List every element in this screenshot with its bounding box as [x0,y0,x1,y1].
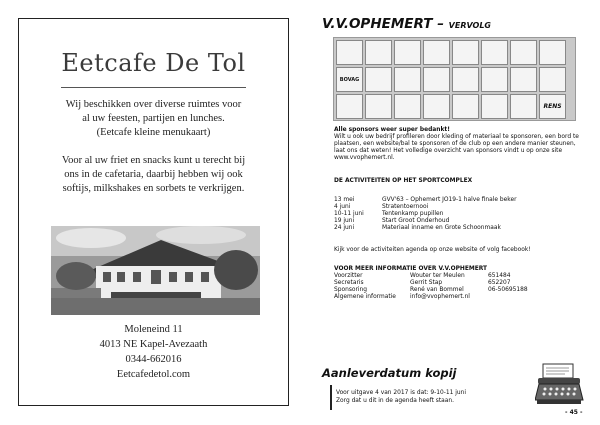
sponsor-logo [452,67,479,92]
advertisement [18,18,289,406]
thanks-heading: Alle sponsors weer super bedankt! [334,127,450,133]
ad-divider [61,87,246,88]
activities-note: Kijk voor de activiteiten agenda op onze website of volg facebook! [334,247,531,253]
sponsor-logo-bovag: BOVAG [336,67,363,92]
sponsor-logo [336,94,363,119]
ad-offer-line: softijs, milkshakes en sorbets te verkrijgen. [62,183,245,194]
ad-website: Eetcafedetol.com [116,369,191,380]
sponsor-logo [452,94,479,119]
ad-phone: 0344-662016 [125,354,182,365]
sponsor-logo [365,40,392,65]
sponsor-logo [394,94,421,119]
activities-heading: DE ACTIVITEITEN OP HET SPORTCOMPLEX [334,178,473,184]
ad-intro-line: Wij beschikken over diverse ruimtes voor [65,99,242,110]
activity-date: 4 juni [334,204,351,210]
kopij-heading: Aanleverdatum kopij [322,366,457,380]
sponsor-logo [365,67,392,92]
activity-event: Materiaal inname en Grote Schoonmaak [382,225,501,231]
contact-name: René van Bommel [410,287,464,293]
sponsor-logo [539,40,566,65]
sponsor-logo [510,67,537,92]
contact-phone: 652207 [488,280,511,286]
kopij-bar [330,385,332,410]
thanks-line: plaatsen, een website/bal te sponsoren of de club op een andere manier steunen, [334,141,576,147]
typewriter-icon [535,362,585,408]
sponsor-logo [452,40,479,65]
sponsor-logo [423,94,450,119]
sponsor-logo [394,40,421,65]
activity-date: 19 juni [334,218,355,224]
title-dash: – [432,16,449,32]
cafe-building-photo [51,226,260,315]
thanks-line: Wilt u ook uw bedrijf profileren door kleding of materiaal te sponsoren, een bord te [334,134,579,140]
activity-event: Start Groot Onderhoud [382,218,450,224]
kopij-line: Voor uitgave 4 van 2017 is dat: 9-10-11 juni [336,390,466,396]
page-title [322,16,491,32]
contact-role: Secretaris [334,280,364,286]
kopij-line: Zorg dat u dit in de agenda heeft staan. [336,398,455,404]
sponsor-logo [510,40,537,65]
ad-address-street: Moleneind 11 [124,324,183,335]
info-heading: VOOR MEER INFORMATIE OVER V.V.OPHEMERT [334,266,488,272]
sponsor-logo [481,40,508,65]
activity-date: 10-11 juni [334,211,364,217]
activity-date: 24 juni [334,225,355,231]
contact-role: Sponsoring [334,287,368,293]
sponsor-logo [481,67,508,92]
page-number: - 45 - [565,409,583,416]
activity-event: Tentenkamp pupillen [382,211,444,217]
contact-name: Wouter ter Meulen [410,273,465,279]
website-link[interactable]: www.vvophemert.nl. [334,155,395,161]
sponsor-board [333,37,576,121]
sponsor-logo [423,67,450,92]
sponsor-logo-rens: RENS [539,94,566,119]
contact-phone: 06-50695188 [488,287,528,293]
ad-title: Eetcafe De Tol [61,49,246,77]
activity-date: 13 mei [334,197,355,203]
activity-event: GVV'63 – Ophemert JO19-1 halve finale beker [382,197,517,203]
sponsor-logo [394,67,421,92]
ad-intro-line: (Eetcafe kleine menukaart) [96,127,211,138]
ad-offer-line: Voor al uw friet en snacks kunt u terecht bij [61,155,246,166]
ad-intro-line: al uw feesten, partijen en lunches. [82,113,225,124]
contact-name: Gerrit Stap [410,280,443,286]
contact-email[interactable]: info@vvophemert.nl [410,294,470,300]
contact-role: Voorzitter [334,273,363,279]
sponsor-logo [539,67,566,92]
sponsor-logo [510,94,537,119]
contact-role: Algemene informatie [334,294,396,300]
activity-event: Stratentoernooi [382,204,429,210]
sponsor-logo [481,94,508,119]
contact-phone: 651484 [488,273,511,279]
sponsor-logo [423,40,450,65]
title-sub: VERVOLG [448,21,491,30]
ad-address-city: 4013 NE Kapel-Avezaath [99,339,208,350]
club-name: V.V.OPHEMERT [322,16,433,32]
sponsor-logo [336,40,363,65]
sponsor-logo [365,94,392,119]
ad-offer-line: ons in de cafetaria, daarbij hebben wij ook [64,169,243,180]
thanks-line: laat ons dat weten! Het volledige overzicht van sponsors vindt u op onze site [334,148,563,154]
